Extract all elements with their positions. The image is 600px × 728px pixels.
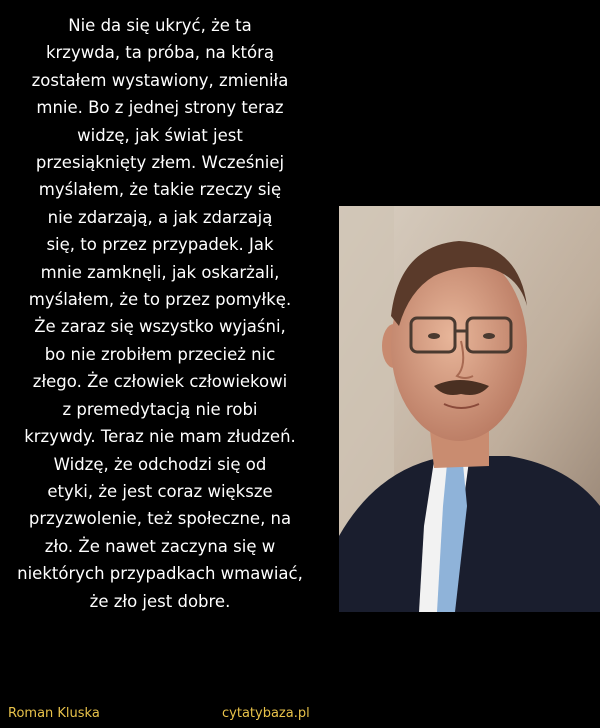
site-name[interactable]: cytatybaza.pl — [222, 706, 310, 721]
author-photo — [339, 206, 600, 612]
quote-text: Nie da się ukryć, że ta krzywda, ta próba, na którą zostałem wystawiony, zmieniła mnie. Bo z jednej strony teraz widzę, jak świat jest przesiąknięty złem. Wcześniej myślałem, że takie rzeczy się nie zdarzają, a jak zdarzają się, to przez przypadek. Jak mnie zamknęli, jak oskarżali, myślałem, że to przez pomyłkę. Że zaraz się wszystko wyjaśni, bo nie zrobiłem przecież nic złego. Że człowiek człowiekowi z premedytacją nie robi krzywdy. Teraz nie mam złudzeń. Widzę, że odchodzi się od etyki, że jest coraz większe przyzwolenie, też społeczne, na zło. Że nawet zaczyna się w niektórych przypadkach wmawiać, że zło jest dobre. — [17, 16, 303, 611]
author-name[interactable]: Roman Kluska — [8, 706, 100, 721]
